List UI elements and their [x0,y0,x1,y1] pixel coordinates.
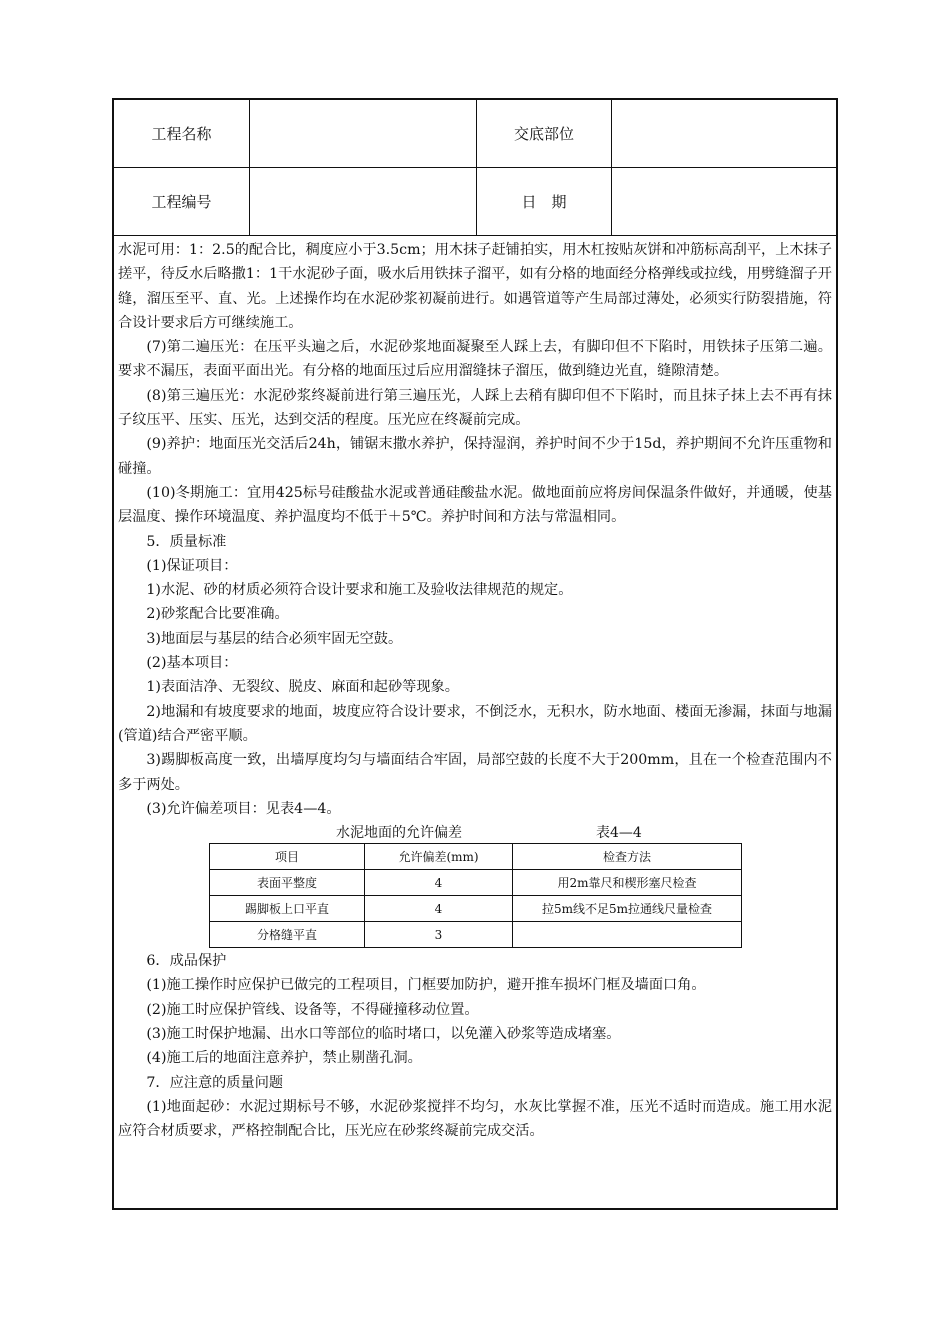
list-item: (3)施工时保护地漏、出水口等部位的临时堵口，以免灌入砂浆等造成堵塞。 [146,1026,621,1043]
list-item: 1)表面洁净、无裂纹、脱皮、麻面和起砂等现象。 [146,679,459,696]
paragraph-curing: (9)养护：地面压光交活后24h，铺锯末撒水养护，保持湿润，养护时间不少于15d，养护期间不允许压重物和碰撞。 [118,436,832,477]
paragraph-third-press: (8)第三遍压光：水泥砂浆终凝前进行第三遍压光，人踩上去稍有脚印但不下陷时，而且抹子抹上去不再有抹子纹压平、压实、压光，达到交活的程度。压光应在终凝前完成。 [118,387,832,429]
project-no-field[interactable] [250,168,476,235]
table-header-cell: 检查方法 [513,844,742,870]
table-cell: 表面平整度 [210,870,365,896]
section-heading-quality-issues: 7．应注意的质量问题 [146,1074,284,1091]
table-cell: 4 [365,896,513,922]
list-item: 3)地面层与基层的结合必须牢固无空鼓。 [146,630,403,647]
project-no-label: 工程编号 [151,193,212,211]
paragraph-second-press: (7)第二遍压光：在压平头遍之后，水泥砂浆地面凝聚至人踩上去，有脚印但不下陷时，用铁抹子压第二遍。要求不漏压，表面平面出光。有分格的地面压过后应用溜缝抹子溜压，做到缝边光直，缝隙清楚。 [118,339,832,380]
date-field[interactable] [612,168,836,235]
table-row [210,922,742,948]
table-caption-number: 表4—4 [596,825,642,842]
table-caption [118,821,832,843]
table-cell: 踢脚板上口平直 [210,896,365,922]
paragraph-continued-mix: 水泥可用：1：2.5的配合比，稠度应小于3.5cm；用木抹子赶铺拍实，用木杠按贴灰饼和冲筋标高刮平，上木抹子搓平，待反水后略撒1：1干水泥砂子面，吸水后用铁抹子溜平，如有分格的地面经分格弹线或拉线，用劈缝溜子开缝，溜压至平、直、光。上述操作均在水泥砂浆初凝前进行。如遇管道等产生局部过薄处，必须实行防裂措施，符合设计要求后方可继续施工。 [118,242,832,331]
section-heading-quality: 5．质量标准 [146,533,227,550]
header-bottom-divider [114,235,836,236]
table-header-row [210,844,742,870]
table-cell [513,922,742,948]
table-cell: 4 [365,870,513,896]
section-heading-protection: 6．成品保护 [146,953,227,970]
after-table-block [118,949,832,1143]
subheading-guarantee-items: (1)保证项目： [146,557,238,574]
list-item: 1)水泥、砂的材质必须符合设计要求和施工及验收法律规范的规定。 [146,582,573,599]
paragraph-winter-construction: (10)冬期施工：宜用425标号硅酸盐水泥或普通硅酸盐水泥。做地面前应将房间保温条件做好，并通暖，使基层温度、操作环境温度、养护温度均不低于＋5℃。养护时间和方法与常温相同。 [118,484,832,526]
handover-form [112,98,838,1210]
handover-content [118,238,832,1144]
handover-part-label: 交底部位 [513,125,574,143]
table-cell: 3 [365,922,513,948]
form-header-grid [114,100,836,236]
subheading-tolerance-items: (3)允许偏差项目：见表4—4。 [146,800,341,817]
subheading-basic-items: (2)基本项目： [146,655,238,672]
tolerance-table [209,843,742,948]
project-name-field[interactable] [250,100,476,167]
list-item: 2)砂浆配合比要准确。 [146,606,289,623]
table-row [210,896,742,922]
project-name-label: 工程名称 [151,125,212,143]
list-item: 2)地漏和有坡度要求的地面，坡度应符合设计要求，不倒泛水，无积水，防水地面、楼面无渗漏，抹面与地漏(管道)结合严密平顺。 [118,703,832,744]
table-cell: 拉5m线不足5m拉通线尺量检查 [513,896,742,922]
table-cell: 用2m靠尺和楔形塞尺检查 [513,870,742,896]
list-item: 3)踢脚板高度一致，出墙厚度均匀与墙面结合牢固，局部空鼓的长度不大于200mm，且在一个检查范围内不多于两处。 [118,752,832,793]
list-item: (4)施工后的地面注意养护，禁止剔凿孔洞。 [146,1050,422,1067]
table-caption-title: 水泥地面的允许偏差 [336,825,462,842]
table-cell: 分格缝平直 [210,922,365,948]
list-item: (1)施工操作时应保护已做完的工程项目，门框要加防护，避开推车损坏门框及墙面口角。 [146,977,706,994]
list-item: (2)施工时应保护管线、设备等，不得碰撞移动位置。 [146,1001,479,1018]
paragraph-surface-sanding: (1)地面起砂：水泥过期标号不够，水泥砂浆搅拌不均匀，水灰比掌握不准，压光不适时而造成。施工用水泥应符合材质要求，严格控制配合比，压光应在砂浆终凝前完成交活。 [118,1098,832,1140]
handover-part-field[interactable] [612,100,836,167]
table-row [210,870,742,896]
date-label: 日 期 [521,193,567,211]
table-header-cell: 允许偏差(mm) [365,844,513,870]
table-header-cell: 项目 [210,844,365,870]
